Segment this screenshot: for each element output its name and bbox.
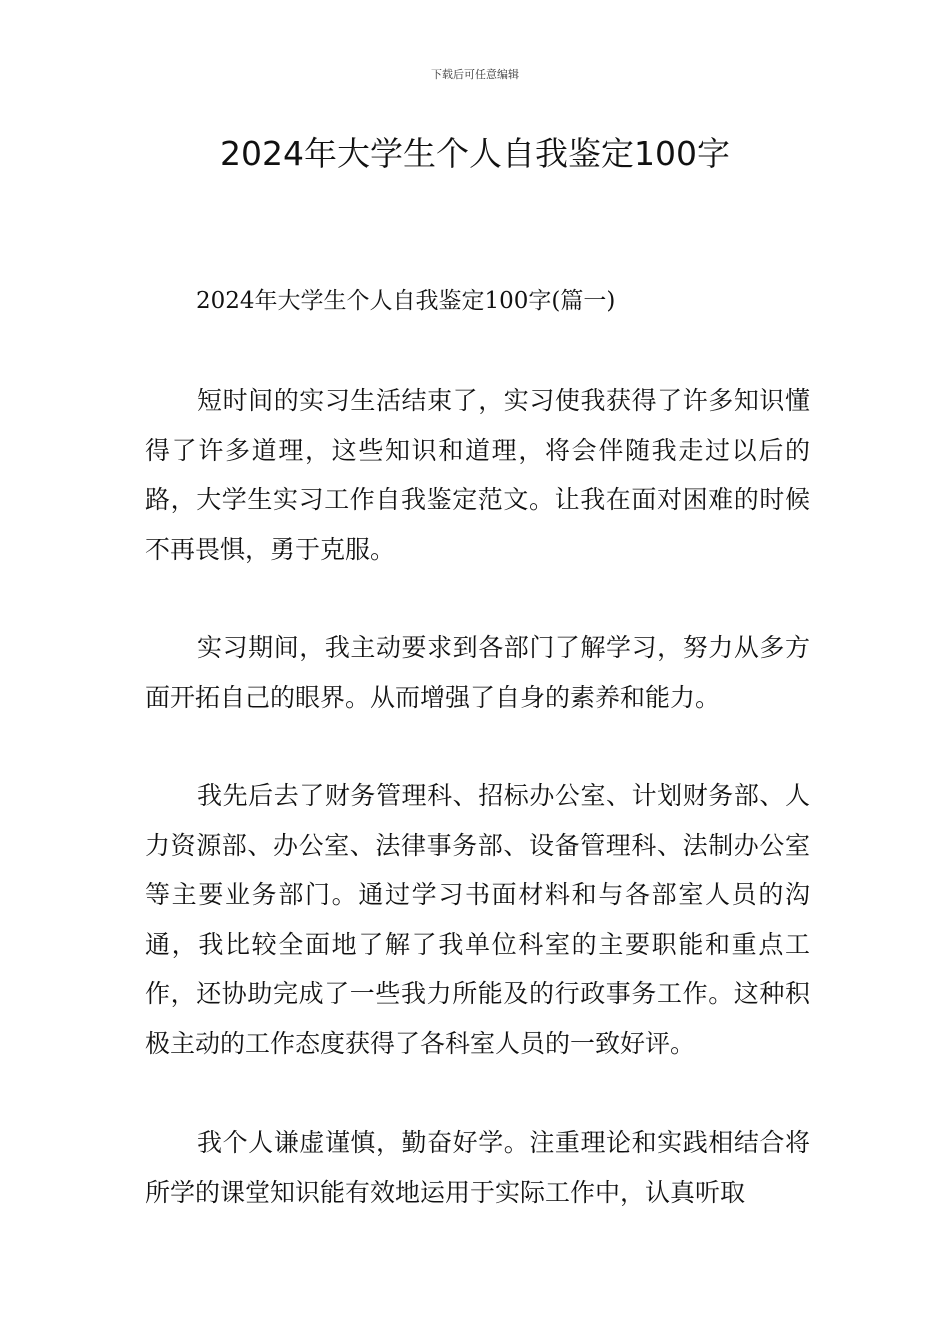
- paragraph-3: 我先后去了财务管理科、招标办公室、计划财务部、人力资源部、办公室、法律事务部、设备管理科、法制办公室等主要业务部门。通过学习书面材料和与各部室人员的沟通，我比较全面地了解了我单位科室的主要职能和重点工作，还协助完成了一些我力所能及的行政事务工作。这种积极主动的工作态度获得了各科室人员的一致好评。: [145, 781, 810, 1058]
- document-title: 2024年大学生个人自我鉴定100字: [220, 134, 730, 173]
- paragraph-1: 短时间的实习生活结束了，实习使我获得了许多知识懂得了许多道理，这些知识和道理，将会伴随我走过以后的路，大学生实习工作自我鉴定范文。让我在面对困难的时候不再畏惧，勇于克服。: [145, 386, 810, 564]
- paragraph-2: 实习期间，我主动要求到各部门了解学习，努力从多方面开拓自己的眼界。从而增强了自身的素养和能力。: [145, 633, 810, 712]
- section-heading: 2024年大学生个人自我鉴定100字(篇一): [196, 288, 616, 314]
- header-note: 下载后可任意编辑: [431, 68, 519, 81]
- paragraph-4: 我个人谦虚谨慎，勤奋好学。注重理论和实践相结合将所学的课堂知识能有效地运用于实际工作中，认真听取: [145, 1128, 810, 1207]
